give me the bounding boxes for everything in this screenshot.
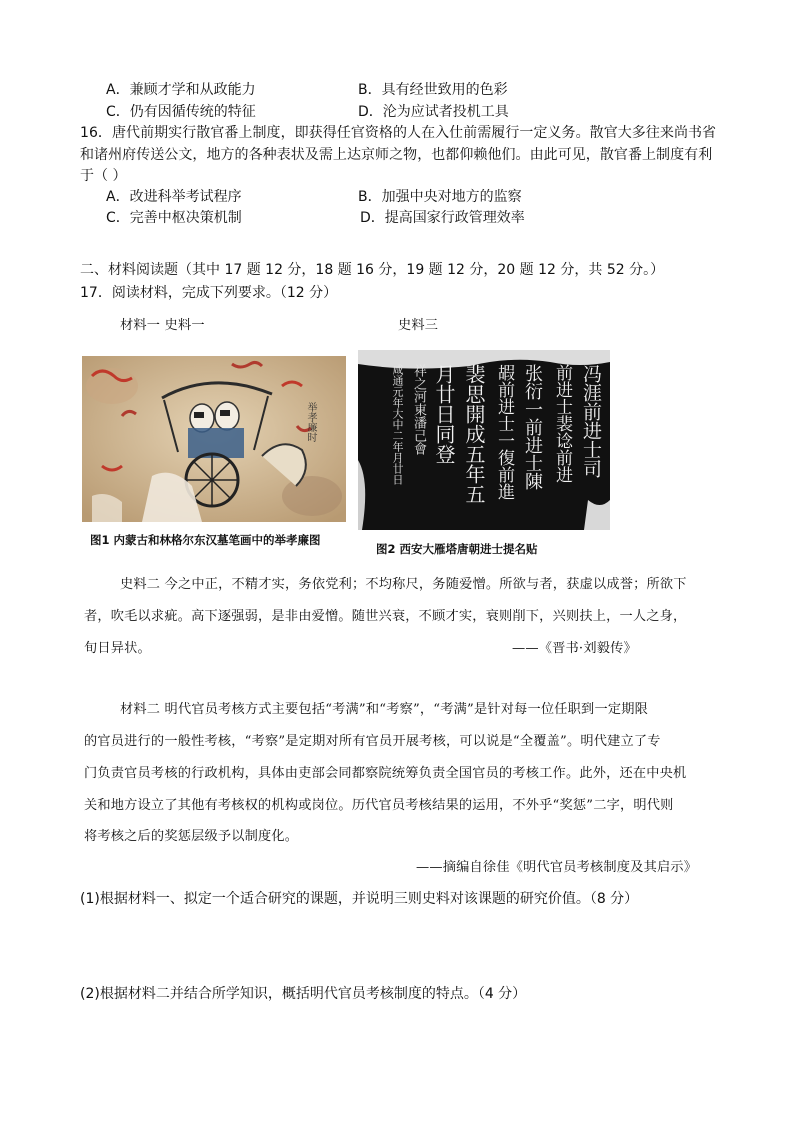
q15-option-b: B．具有经世致用的色彩 (358, 82, 508, 98)
q16-stem-line2: 和诸州府传送公文，地方的各种表状及需上达京师之物，也都仰赖他们。由此可见，散官番上制度有利 (80, 147, 713, 163)
q16-option-b: B．加强中央对地方的监察 (358, 189, 522, 205)
fig2-column: 前进士裴谂前进 (552, 364, 572, 483)
fig2-column: 嘏前进士一復前進 (494, 364, 514, 500)
fig1-inscription: 举孝廉时 (305, 402, 316, 442)
q16-option-a: A．改进科举考试程序 (106, 189, 242, 205)
material2-line1: 材料二 明代官员考核方式主要包括“考满”和“考察”，“考满”是针对每一位任职到一定期限 (120, 702, 648, 717)
q16-stem-line1: 16．唐代前期实行散官番上制度，即获得任官资格的人在入仕前需履行一定义务。散官大多往来尚书省 (80, 125, 717, 141)
material2-line3: 门负责官员考核的行政机构，具体由吏部会同都察院统筹负责全国官员的考核工作。此外，还在中央机 (84, 766, 687, 781)
fig2-column: 裴思開成五年五 (462, 364, 486, 504)
material2-line2: 的官员进行的一般性考核，“考察”是定期对所有官员开展考核，可以说是“全覆盖”。明代建立了专 (84, 734, 661, 749)
fig1-painting (82, 356, 346, 522)
fig2-columns (388, 364, 604, 526)
fig1-caption: 图1 内蒙古和林格尔东汉墓笔画中的举孝廉图 (90, 533, 321, 547)
section2-heading: 二、材料阅读题（其中 17 题 12 分，18 题 16 分，19 题 12 分，20 题 12 分，共 52 分。） (80, 262, 665, 278)
material2-line5: 将考核之后的奖惩层级予以制度化。 (84, 829, 299, 844)
shiliao2-line1: 史料二 今之中正，不精才实，务依党利；不均称尺，务随爱憎。所欲与者，获虚以成誉；所欲下 (120, 577, 687, 592)
q15-option-d: D．沦为应试者投机工具 (358, 104, 509, 120)
q17-subquestion-2: (2)根据材料二并结合所学知识，概括明代官员考核制度的特点。（4 分） (80, 986, 527, 1002)
shiliao2-line3: 旬日异状。 (84, 641, 151, 656)
q16-option-c: C．完善中枢决策机制 (106, 210, 242, 226)
material2-source: ——摘编自徐佳《明代官员考核制度及其启示》 (416, 860, 698, 875)
q17-title: 17．阅读材料，完成下列要求。（12 分） (80, 285, 338, 301)
q16-stem-line3: 于（ ） (80, 168, 127, 184)
fig2-caption: 图2 西安大雁塔唐朝进士提名贴 (376, 542, 538, 556)
shiliao3-label: 史料三 (398, 318, 439, 333)
shiliao2-line2: 者，吹毛以求疵。高下逐强弱，是非由爱憎。随世兴衰，不顾才实，衰则削下，兴则扶上，一人之身， (84, 609, 687, 624)
q17-subquestion-1: (1)根据材料一、拟定一个适合研究的课题，并说明三则史料对该课题的研究价值。（8 分） (80, 891, 639, 907)
q15-option-a: A．兼顾才学和从政能力 (106, 82, 256, 98)
fig2-column: 冯涯前进士司 (580, 364, 602, 478)
q16-option-d: D．提高国家行政管理效率 (360, 210, 525, 226)
fig2-rubbing (358, 350, 610, 530)
q15-option-c: C．仍有因循传统的特征 (106, 104, 256, 120)
shiliao2-source: ——《晋书·刘毅传》 (512, 641, 637, 656)
fig2-column: 张衍一前进士陳 (522, 364, 543, 490)
fig2-column: 月廿日同登 (432, 364, 456, 464)
fig2-column: 咸通元年大中二年月廿日 (391, 364, 404, 485)
material2-line4: 关和地方设立了其他有考核权的机构或岗位。历代官员考核结果的运用，不外乎“奖惩”二字，明代则 (84, 798, 674, 813)
material1-label: 材料一 史料一 (120, 318, 205, 333)
fig2-column: 祥之河東潘己會 (411, 364, 426, 455)
